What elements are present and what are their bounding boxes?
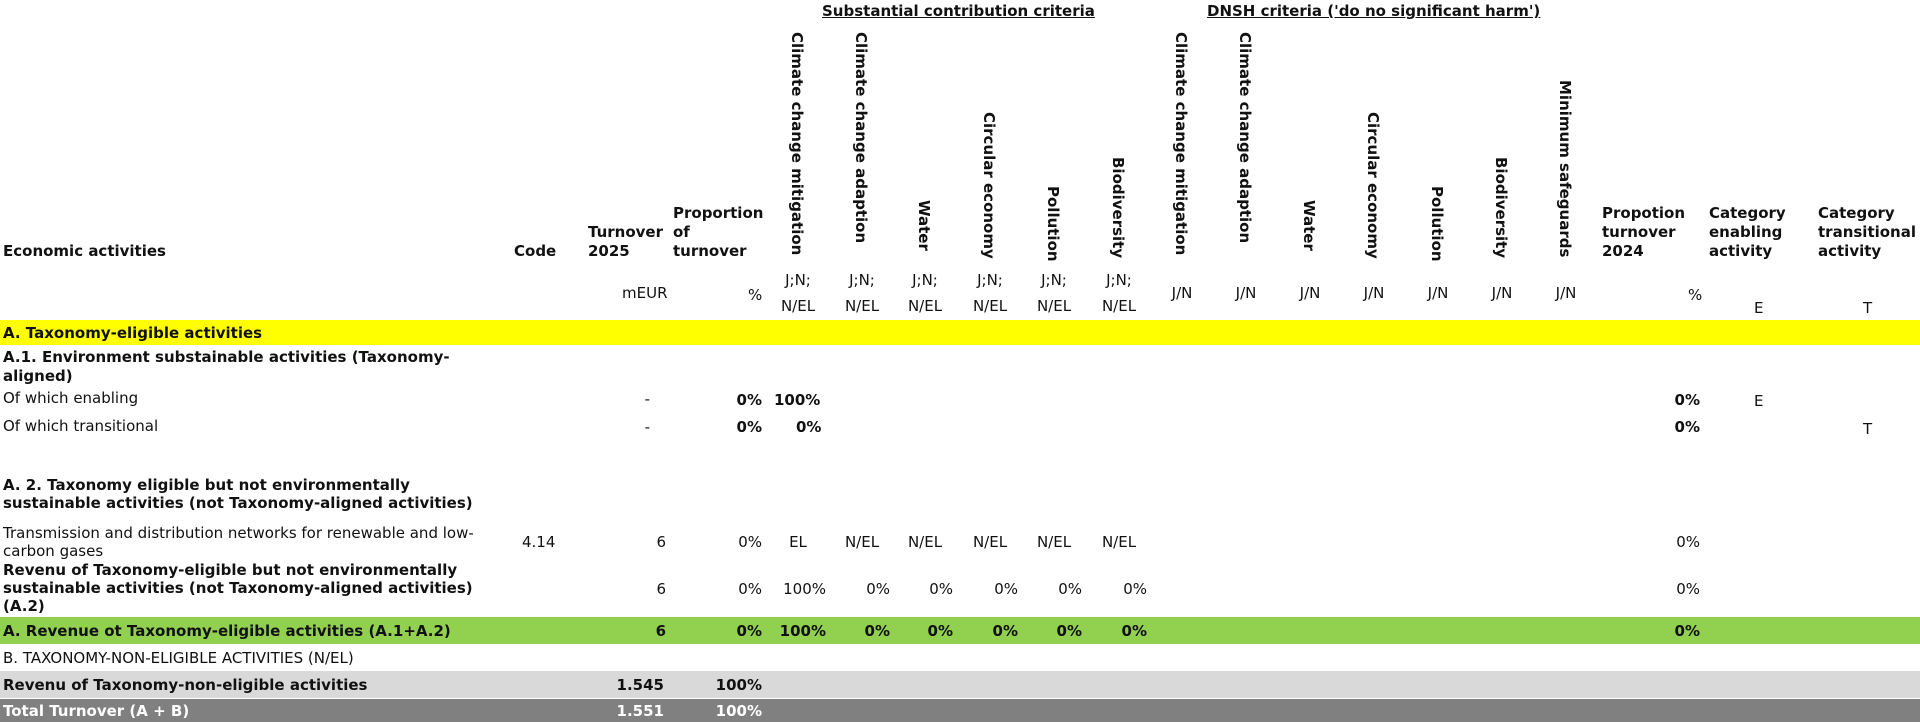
sc-unit-1-l2: N/EL — [780, 297, 816, 315]
total-turnover: 1.551 — [616, 702, 664, 720]
col-transitional-l3: activity — [1818, 242, 1882, 260]
transitional-sc1: 0% — [796, 418, 822, 436]
revenue-a-sc3: 0% — [927, 622, 953, 640]
unit-enabling: E — [1754, 299, 1764, 317]
enabling-label: Of which enabling — [3, 389, 139, 407]
sc-col-climate-adaption: Climate change adaption — [852, 32, 870, 244]
col-enabling-l1: Category — [1709, 204, 1786, 222]
dnsh-criteria-header: DNSH criteria ('do no significant harm') — [1207, 2, 1541, 20]
transitional-label: Of which transitional — [3, 417, 159, 435]
revenue-a-label: A. Revenue ot Taxonomy-eligible activities (A.1+A.2) — [3, 622, 451, 640]
revenu-a2-sc5: 0% — [1058, 580, 1082, 598]
section-a2-title-l1: A. 2. Taxonomy eligible but not environmentally — [3, 476, 410, 494]
revenue-a-prop2024: 0% — [1674, 622, 1700, 640]
revenue-a-turnover: 6 — [655, 622, 666, 640]
revenue-a-sc4: 0% — [992, 622, 1018, 640]
sc-unit-1-l1: J;N; — [785, 271, 811, 289]
non-eligible-turnover: 1.545 — [616, 676, 664, 694]
section-a-title: A. Taxonomy-eligible activities — [3, 324, 263, 342]
unit-proportion: % — [748, 286, 763, 304]
dnsh-col-climate-mitigation: Climate change mitigation — [1172, 32, 1190, 256]
dnsh-unit-2: J/N — [1235, 284, 1257, 302]
sc-col-water: Water — [915, 200, 933, 251]
transitional-prop2024: 0% — [1674, 418, 1700, 436]
dnsh-unit-7: J/N — [1555, 284, 1577, 302]
dnsh-unit-3: J/N — [1299, 284, 1321, 302]
non-eligible-proportion: 100% — [715, 676, 762, 694]
sc-col-climate-mitigation: Climate change mitigation — [788, 32, 806, 256]
sc-unit-2-l1: J;N; — [849, 271, 875, 289]
enabling-sc1: 100% — [774, 391, 821, 409]
col-enabling-l3: activity — [1709, 242, 1773, 260]
col-proportion-l2: of — [673, 223, 690, 241]
transmission-prop2024: 0% — [1676, 533, 1700, 551]
col-proportion-l3: turnover — [673, 242, 747, 260]
dnsh-unit-4: J/N — [1363, 284, 1385, 302]
revenu-a2-label-l3: (A.2) — [3, 597, 45, 615]
revenu-a2-sc2: 0% — [866, 580, 890, 598]
revenu-a2-sc4: 0% — [994, 580, 1018, 598]
transmission-sc1: EL — [789, 533, 807, 551]
revenu-a2-proportion: 0% — [738, 580, 762, 598]
sc-unit-3-l1: J;N; — [912, 271, 938, 289]
revenue-a-band — [0, 617, 1920, 644]
sc-unit-6-l1: J;N; — [1106, 271, 1132, 289]
dnsh-col-circular-economy: Circular economy — [1364, 112, 1382, 259]
enabling-category: E — [1754, 392, 1764, 410]
sc-unit-6-l2: N/EL — [1101, 297, 1137, 315]
col-code: Code — [514, 242, 557, 260]
total-label: Total Turnover (A + B) — [3, 702, 190, 720]
col-economic-activities: Economic activities — [3, 242, 166, 260]
sc-unit-3-l2: N/EL — [907, 297, 943, 315]
col-prop2024-l2: turnover — [1602, 223, 1676, 241]
sc-unit-4-l1: J;N; — [977, 271, 1003, 289]
revenu-a2-turnover: 6 — [656, 580, 666, 598]
dnsh-unit-6: J/N — [1491, 284, 1513, 302]
substantial-contribution-header: Substantial contribution criteria — [822, 2, 1095, 20]
total-proportion: 100% — [715, 702, 762, 720]
revenu-a2-label-l2: sustainable activities (not Taxonomy-aligned activities) — [3, 579, 473, 597]
revenue-a-sc5: 0% — [1056, 622, 1082, 640]
dnsh-col-pollution: Pollution — [1428, 186, 1446, 262]
revenue-a-sc6: 0% — [1121, 622, 1147, 640]
col-turnover-l2: 2025 — [588, 242, 630, 260]
section-a1-title-l2: aligned) — [3, 367, 73, 385]
transmission-proportion: 0% — [738, 533, 762, 551]
col-transitional-l2: transitional — [1818, 223, 1916, 241]
col-prop2024-l1: Propotion — [1602, 204, 1686, 222]
revenu-a2-sc6: 0% — [1123, 580, 1147, 598]
sc-col-biodiversity: Biodiversity — [1109, 157, 1127, 259]
transitional-category: T — [1863, 420, 1873, 438]
dnsh-col-water: Water — [1300, 200, 1318, 251]
section-a1-title-l1: A.1. Environment substainable activities (Taxonomy- — [3, 348, 450, 366]
transmission-sc2: N/EL — [844, 533, 880, 551]
non-eligible-band — [0, 671, 1920, 698]
col-enabling-l2: enabling — [1709, 223, 1783, 241]
transmission-turnover: 6 — [656, 533, 666, 551]
enabling-turnover: - — [644, 390, 650, 408]
unit-turnover: mEUR — [622, 284, 668, 302]
sc-unit-5-l1: J;N; — [1041, 271, 1067, 289]
dnsh-unit-5: J/N — [1427, 284, 1449, 302]
revenu-a2-prop2024: 0% — [1676, 580, 1700, 598]
sc-unit-2-l2: N/EL — [844, 297, 880, 315]
dnsh-col-minimum-safeguards: Minimum safeguards — [1556, 80, 1574, 258]
transmission-code: 4.14 — [522, 533, 556, 551]
revenue-a-sc1: 100% — [779, 622, 826, 640]
section-a-band — [0, 320, 1920, 345]
col-prop2024-l3: 2024 — [1602, 242, 1644, 260]
unit-transitional: T — [1863, 299, 1873, 317]
revenue-a-proportion: 0% — [736, 622, 762, 640]
revenu-a2-label-l1: Revenu of Taxonomy-eligible but not environmentally — [3, 561, 458, 579]
dnsh-col-climate-adaption: Climate change adaption — [1236, 32, 1254, 244]
transmission-sc5: N/EL — [1036, 533, 1072, 551]
dnsh-unit-1: J/N — [1171, 284, 1193, 302]
enabling-proportion: 0% — [736, 391, 762, 409]
col-turnover-l1: Turnover — [588, 223, 663, 241]
transitional-proportion: 0% — [736, 418, 762, 436]
col-proportion-l1: Proportion — [673, 204, 764, 222]
non-eligible-label: Revenu of Taxonomy-non-eligible activities — [3, 676, 368, 694]
col-transitional-l1: Category — [1818, 204, 1895, 222]
total-band — [0, 699, 1920, 722]
sc-unit-4-l2: N/EL — [972, 297, 1008, 315]
transitional-turnover: - — [644, 418, 650, 436]
transmission-sc4: N/EL — [972, 533, 1008, 551]
revenu-a2-sc1: 100% — [783, 580, 826, 598]
transmission-label-l2: carbon gases — [3, 542, 104, 560]
sc-col-circular-economy: Circular economy — [980, 112, 998, 259]
section-b-title: B. TAXONOMY-NON-ELIGIBLE ACTIVITIES (N/EL) — [3, 649, 354, 667]
transmission-label-l1: Transmission and distribution networks for renewable and low- — [3, 524, 474, 542]
sc-unit-5-l2: N/EL — [1036, 297, 1072, 315]
revenu-a2-sc3: 0% — [929, 580, 953, 598]
section-a2-title-l2: sustainable activities (not Taxonomy-aligned activities) — [3, 494, 473, 512]
transmission-sc3: N/EL — [907, 533, 943, 551]
revenue-a-sc2: 0% — [864, 622, 890, 640]
transmission-sc6: N/EL — [1101, 533, 1137, 551]
dnsh-col-biodiversity: Biodiversity — [1492, 157, 1510, 259]
enabling-prop2024: 0% — [1674, 391, 1700, 409]
unit-prop2024: % — [1688, 286, 1703, 304]
sc-col-pollution: Pollution — [1044, 186, 1062, 262]
